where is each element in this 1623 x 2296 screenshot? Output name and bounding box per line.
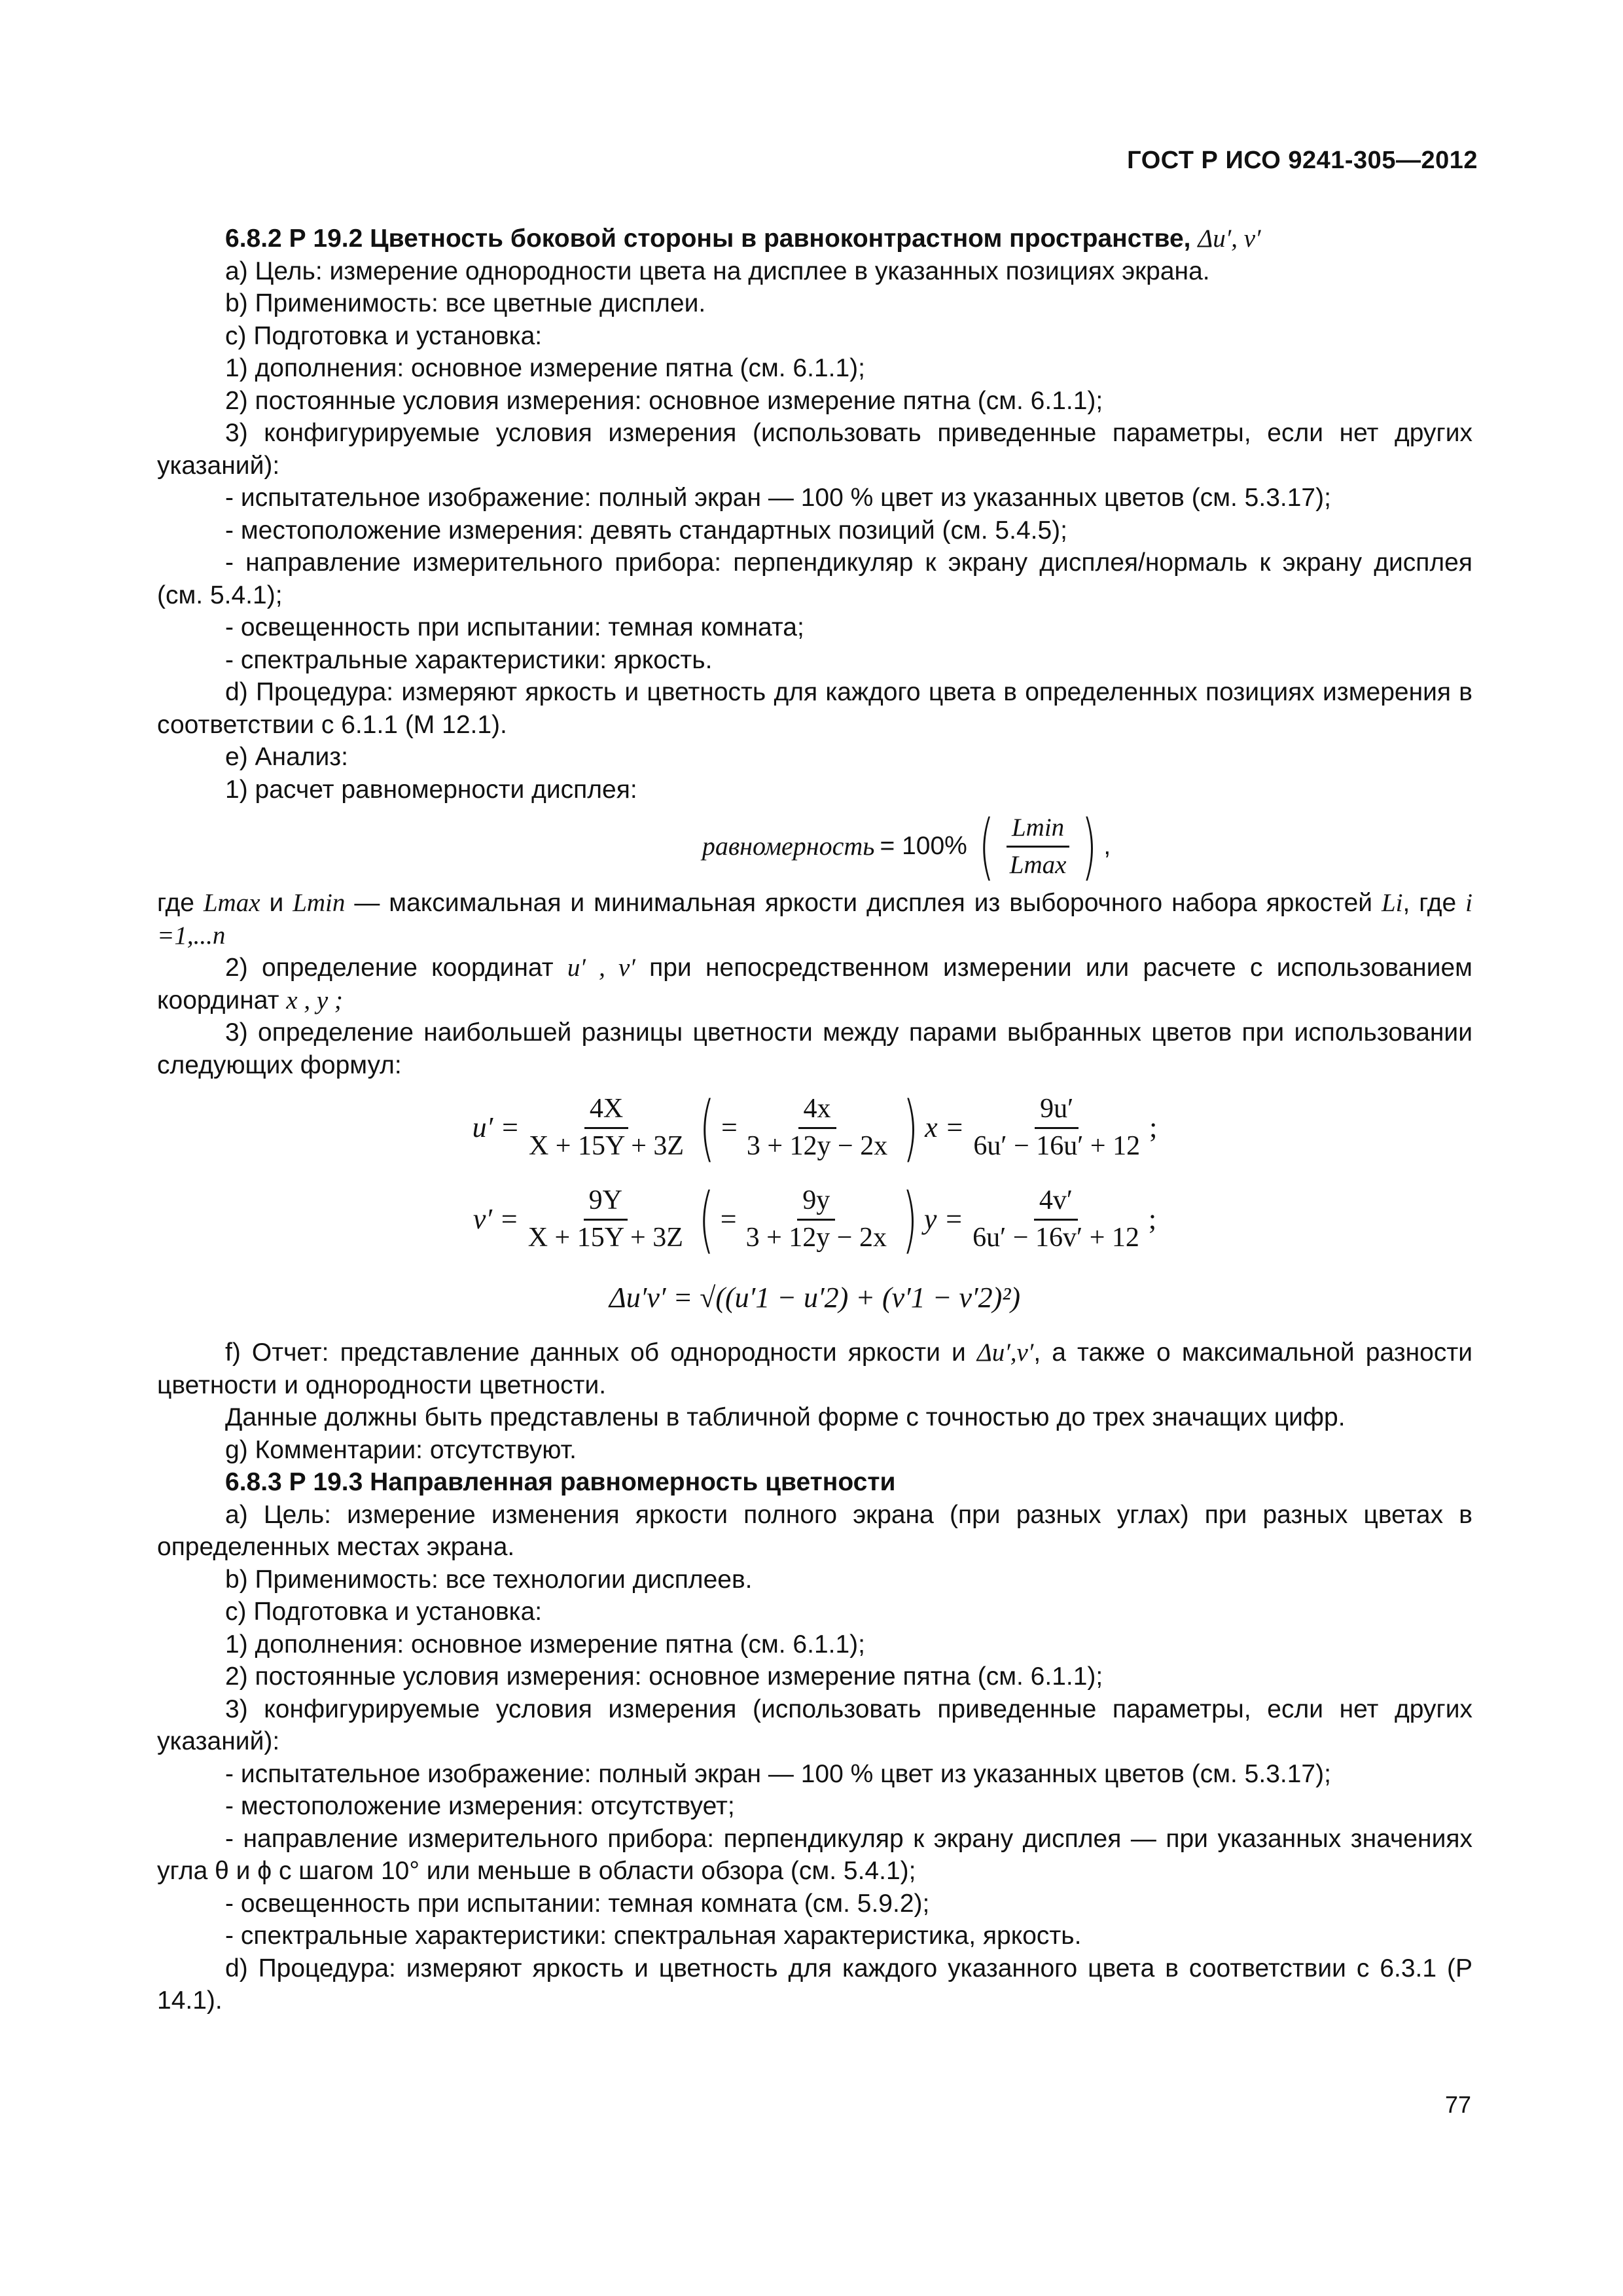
math-xy: x , y ; xyxy=(286,986,343,1014)
para-c1-2: 1) дополнения: основное измерение пятна (см. 6.1.1); xyxy=(225,1630,865,1659)
list-item: - испытательное изображение: полный экран — 100 % цвет из указанных цветов (см. 5.3.17); xyxy=(225,1759,1331,1788)
v-frac-1 xyxy=(523,1185,688,1254)
document-header: ГОСТ Р ИСО 9241-305—2012 xyxy=(1127,147,1478,174)
lmin-label: Lmin xyxy=(1007,812,1069,848)
para-d: d) Процедура: измеряют яркость и цветность для каждого цвета в определенных позициях измерения в соответствии с 6.1.1 (М 12.1). xyxy=(157,678,1472,739)
math-uv: u′ , v′ xyxy=(567,954,635,982)
paren-right: ) xyxy=(902,1177,918,1261)
para-f xyxy=(157,1336,1472,1401)
comma: , xyxy=(1103,832,1111,861)
math-i-range: i =1,...n xyxy=(157,889,1472,950)
section-title-6-8-2 xyxy=(157,223,1472,255)
para-b: b) Применимость: все цветные дисплеи. xyxy=(225,289,706,317)
list-item: - освещенность при испытании: темная комната; xyxy=(225,613,804,641)
u-frac-2 xyxy=(741,1093,893,1162)
section-title-6-8-3: 6.8.3 Р 19.3 Направленная равномерность цветности xyxy=(225,1468,896,1496)
paren-right: ) xyxy=(902,1086,919,1170)
list-item: - спектральные характеристики: яркость. xyxy=(225,645,713,674)
list-item: - направление измерительного прибора: перпендикуляр к экрану дисплея/нормаль к экрану дисплея (см. 5.4.1); xyxy=(157,548,1472,609)
para-a: а) Цель: измерение однородности цвета на дисплее в указанных позициях экрана. xyxy=(225,257,1210,285)
u-num-2: 4x xyxy=(798,1093,836,1129)
para-f2: Данные должны быть представлены в табличной форме с точностью до трех значащих цифр. xyxy=(225,1403,1346,1431)
text-where2: , где xyxy=(1402,889,1457,917)
text-f-a: f) Отчет: представление данных об однородности яркости и xyxy=(225,1338,966,1367)
para-c2-2: 2) постоянные условия измерения: основное измерение пятна (см. 6.1.1); xyxy=(225,1662,1103,1691)
section-title-math: Δu′, v′ xyxy=(1198,224,1261,253)
formula-u: u′ = $\frac{4X}{X + 15Y + 3Z}$ ( = $\frac{4x}{3 + 12y - 2x}$ ) x = $\frac{9u'}{6u' - 16u' + 12}$ ; xyxy=(472,1086,1158,1170)
u-num-3: 9u′ xyxy=(1035,1093,1079,1129)
para-c1: 1) дополнения: основное измерение пятна (см. 6.1.1); xyxy=(225,354,865,382)
u-lhs: u′ = xyxy=(472,1111,520,1144)
v-num-2: 9y xyxy=(797,1185,835,1221)
paren-right: ) xyxy=(1082,804,1097,888)
para-c3: 3) конфигурируемые условия измерения (использовать приведенные параметры, если нет других указаний): xyxy=(157,419,1472,480)
formula-label: равномерность xyxy=(702,831,875,861)
para-b-2: b) Применимость: все технологии дисплеев. xyxy=(225,1565,753,1594)
v-frac-3 xyxy=(967,1185,1145,1254)
section-title-text: 6.8.2 Р 19.2 Цветность боковой стороны в равноконтрастном пространстве, xyxy=(225,224,1191,253)
v-num-1: 9Y xyxy=(584,1185,628,1221)
math-lmax: Lmax xyxy=(203,889,260,917)
list-item: - местоположение измерения: отсутствует; xyxy=(225,1792,735,1820)
paren-left: ( xyxy=(698,1177,715,1261)
para-c3-2: 3) конфигурируемые условия измерения (использовать приведенные параметры, если нет других указаний): xyxy=(157,1695,1472,1755)
list-item: - освещенность при испытании: темная комната (см. 5.9.2); xyxy=(225,1889,930,1918)
v-frac-2 xyxy=(741,1185,892,1254)
u-den-3: 6u′ − 16u′ + 12 xyxy=(973,1130,1141,1161)
text-e2a: 2) определение координат xyxy=(225,954,554,982)
v-lhs: v′ = xyxy=(473,1203,519,1236)
v-den-3: 6u′ − 16v′ + 12 xyxy=(972,1222,1139,1253)
math-li: Li xyxy=(1381,889,1403,917)
formula-v: v′ = $\frac{9Y}{X + 15Y + 3Z}$ ( = $\frac{9y}{3 + 12y - 2x}$ ) y = $\frac{4v'}{6u' - 16v' + 12}$ ; xyxy=(473,1177,1157,1261)
list-item: - испытательное изображение: полный экран — 100 % цвет из указанных цветов (см. 5.3.17); xyxy=(225,484,1331,512)
document-body xyxy=(157,223,1472,2017)
list-item: - направление измерительного прибора: перпендикуляр к экрану дисплея — при указанных значениях угла θ и ϕ с шагом 10° или меньше в области обзора (см. 5.4.1); xyxy=(157,1824,1472,1885)
delta-formula: Δu′v′ = √((u′1 − u′2) + (v′1 − v′2)²) xyxy=(609,1282,1021,1314)
para-c: с) Подготовка и установка: xyxy=(225,321,543,350)
paren-left: ( xyxy=(699,1086,715,1170)
formula-delta xyxy=(157,1268,1472,1327)
v-den-2: 3 + 12y − 2x xyxy=(745,1222,887,1253)
u-frac-3 xyxy=(968,1093,1145,1162)
para-e3: 3) определение наибольшей разницы цветности между парами выбранных цветов при использовании следующих формул: xyxy=(157,1018,1472,1079)
para-a-2: а) Цель: измерение изменения яркости полного экрана (при разных углах) при разных цветах в определенных местах экрана. xyxy=(157,1500,1472,1561)
text-and: и xyxy=(269,889,284,917)
para-e2 xyxy=(157,952,1472,1016)
list-item: - спектральные характеристики: спектральная характеристика, яркость. xyxy=(225,1922,1082,1950)
para-d-2: d) Процедура: измеряют яркость и цветность для каждого указанного цвета в соответствии с 6.3.1 (Р 14.1). xyxy=(157,1954,1472,2015)
u-den-2: 3 + 12y − 2x xyxy=(746,1130,888,1161)
text-e2c: при непосредственном измерении или расчете с использованием координат xyxy=(157,954,1472,1014)
list-item: - местоположение измерения: девять стандартных позиций (см. 5.4.5); xyxy=(225,516,1067,545)
para-e1: 1) расчет равномерности дисплея: xyxy=(225,775,637,804)
para-where-l xyxy=(157,887,1472,952)
para-c2: 2) постоянные условия измерения: основное измерение пятна (см. 6.1.1); xyxy=(225,386,1103,415)
formula-eq: = 100% xyxy=(880,832,967,861)
lmax-label: Lmax xyxy=(1009,850,1067,879)
para-g: g) Комментарии: отсутствуют. xyxy=(225,1435,577,1464)
page-number: 77 xyxy=(1444,2091,1471,2118)
u-mid: x = xyxy=(925,1111,965,1144)
math-delta-uv: Δu′,v′ xyxy=(976,1338,1034,1367)
v-den-1: X + 15Y + 3Z xyxy=(527,1222,683,1253)
v-mid: y = xyxy=(923,1203,964,1236)
v-num-3: 4v′ xyxy=(1034,1185,1078,1221)
paren-left: ( xyxy=(978,804,995,888)
u-frac-1 xyxy=(524,1093,689,1162)
text-f-c: , а также о максимальной разности цветности и однородности цветности. xyxy=(157,1338,1472,1399)
para-e: е) Анализ: xyxy=(225,743,349,771)
fraction-l xyxy=(1005,812,1072,881)
text-where: где xyxy=(157,889,194,917)
u-num-1: 4X xyxy=(584,1093,628,1129)
math-lmin: Lmin xyxy=(293,889,346,917)
para-c-2: с) Подготовка и установка: xyxy=(225,1598,543,1626)
uniformity-formula xyxy=(340,804,1472,888)
text-where-desc: — максимальная и минимальная яркости дисплея из выборочного набора яркостей xyxy=(354,889,1373,917)
u-den-1: X + 15Y + 3Z xyxy=(528,1130,685,1161)
